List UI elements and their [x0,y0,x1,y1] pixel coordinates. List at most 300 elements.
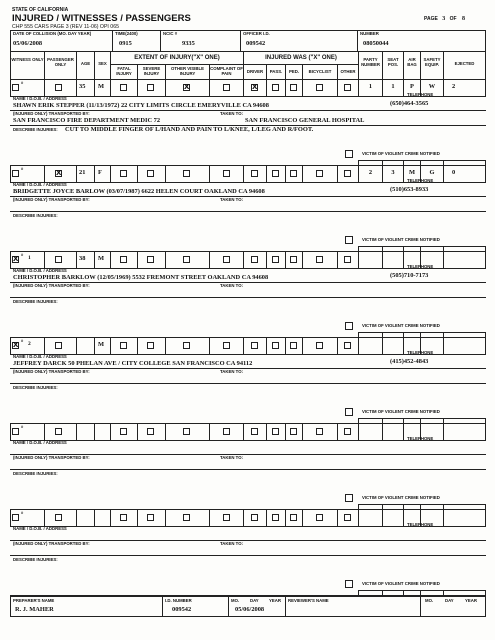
pass-checkbox[interactable] [272,256,279,263]
severe-checkbox[interactable] [147,342,154,349]
witness-checkbox[interactable]: X [13,255,19,263]
passenger-checkbox[interactable]: X [56,169,62,177]
preparer-label: PREPARER'S NAME [13,598,55,603]
victim-notified-label: VICTIM OF VIOLENT CRIME NOTIFIED [362,151,440,156]
rule-line [10,383,486,384]
telephone-label: TELEPHONE [407,436,434,441]
rule-line [358,423,359,440]
rule-line [44,165,45,182]
rule-line [94,423,95,440]
rule-line [443,509,444,526]
rule-line [10,297,486,298]
rule-line [94,165,95,182]
rule-line [285,79,286,96]
rule-line [76,251,77,268]
rule-line [266,337,267,354]
rule-line [266,79,267,96]
col-driver: DRIVER [246,69,264,74]
prep-year-label: YEAR [269,598,281,603]
rule-line [485,337,486,354]
bicyclist-checkbox[interactable] [316,170,323,177]
rule-line [10,469,486,470]
age-value: 21 [79,169,86,176]
complaint-checkbox[interactable] [223,256,230,263]
rule-line [337,251,338,268]
form-id: CHP 555 CARS PAGE 3 (REV 11-06) OPI 065 [12,24,119,30]
complaint-checkbox[interactable] [223,84,230,91]
age-value: 38 [79,255,86,262]
name-dob-address-label: NAME / D.O.B. / ADDRESS [13,354,67,359]
witness-checkbox[interactable] [12,84,19,91]
rule-line [44,251,45,268]
rule-line [76,79,77,96]
transported-by-label: (INJURED ONLY) TRANSPORTED BY: [13,541,90,546]
fatal-checkbox[interactable] [120,514,127,521]
col-other: OTHER [340,69,356,74]
rule-line [209,337,210,354]
bicyclist-checkbox[interactable] [316,342,323,349]
sex-value: M [98,341,105,348]
victim-notified-label: VICTIM OF VIOLENT CRIME NOTIFIED [362,237,440,242]
taken-to-label: TAKEN TO: [220,455,243,460]
passenger-checkbox[interactable] [55,256,62,263]
pass-checkbox[interactable] [272,342,279,349]
name-dob-address-label: NAME / D.O.B. / ADDRESS [13,182,67,187]
rule-line [266,251,267,268]
other-checkbox[interactable] [344,84,351,91]
witness-number-sign: # [21,510,24,515]
rule-line [382,423,383,440]
rule-line [485,165,486,182]
driver-checkbox[interactable] [251,514,258,521]
fatal-checkbox[interactable] [120,342,127,349]
rule-line [10,79,11,96]
rule-line [358,160,486,161]
col-severe: SEVERE INJURY [142,66,161,76]
rule-line [337,337,338,354]
taken-to-label: TAKEN TO: [220,197,243,202]
officer-id: 009542 [246,40,266,47]
name-dob-address-label: NAME / D.O.B. / ADDRESS [13,268,67,273]
rule-line [358,504,486,505]
witness-number-sign: # [21,424,24,429]
time-value: 0915 [119,40,132,47]
transported-by-label: (INJURED ONLY) TRANSPORTED BY: [13,455,90,460]
other-checkbox[interactable] [344,256,351,263]
telephone-value: (505)710-7173 [390,272,429,279]
driver-checkbox[interactable] [251,428,258,435]
rule-line [110,251,111,268]
rule-line [165,251,166,268]
page-of-label: OF [449,16,457,22]
taken-to-value: SAN FRANCISCO GENERAL HOSPITAL [245,117,365,124]
ped-checkbox[interactable] [290,428,297,435]
witness-number-sign: # [21,338,24,343]
rule-line [358,251,359,268]
name-dob-address-label: NAME / D.O.B. / ADDRESS [13,526,67,531]
rule-line [302,337,303,354]
complaint-checkbox[interactable] [223,428,230,435]
col-age: AGE [80,61,91,66]
transported-by-label: (INJURED ONLY) TRANSPORTED BY: [13,369,90,374]
name-dob-address-label: NAME / D.O.B. / ADDRESS [13,440,67,445]
complaint-checkbox[interactable] [223,170,230,177]
other-visible-checkbox[interactable] [183,170,190,177]
rule-line [403,337,404,354]
describe-injuries-label: DESCRIBE INJURIES: [13,557,58,562]
col-witness: WITNESS ONLY [11,57,44,62]
witness-checkbox[interactable] [12,170,19,177]
col-air-bag: AIR BAG [407,57,417,67]
telephone-label: TELEPHONE [407,178,434,183]
rule-line [165,423,166,440]
seat-position: 1 [391,83,395,90]
fatal-checkbox[interactable] [120,256,127,263]
bicyclist-checkbox[interactable] [316,514,323,521]
rule-line [10,423,486,424]
rule-line [358,246,486,247]
rule-line [285,251,286,268]
victim-notified-label: VICTIM OF VIOLENT CRIME NOTIFIED [362,323,440,328]
other-checkbox[interactable] [344,170,351,177]
transported-by-label: (INJURED ONLY) TRANSPORTED BY: [13,111,90,116]
id-number: 009542 [172,606,192,613]
complaint-checkbox[interactable] [223,514,230,521]
rule-line [243,509,244,526]
rule-line [137,423,138,440]
driver-checkbox[interactable] [251,256,258,263]
victim-notified-label: VICTIM OF VIOLENT CRIME NOTIFIED [362,581,440,586]
severe-checkbox[interactable] [147,170,154,177]
passenger-checkbox[interactable] [55,84,62,91]
rule-line [382,509,383,526]
rule-line [485,423,486,440]
victim-notified-label: VICTIM OF VIOLENT CRIME NOTIFIED [362,495,440,500]
rule-line [76,165,77,182]
sex-value: M [98,83,105,90]
victim-notified-checkbox[interactable] [345,494,353,502]
col-fatal: FATAL INJURY [116,66,132,76]
taken-to-label: TAKEN TO: [220,283,243,288]
rule-line [94,79,95,96]
rule-line [382,251,383,268]
witness-number-sign: # [21,252,24,257]
rule-line [358,337,359,354]
bicyclist-checkbox[interactable] [316,84,323,91]
rule-line [44,509,45,526]
other-visible-checkbox[interactable] [183,342,190,349]
rule-line [10,165,11,182]
rule-line [137,337,138,354]
rule-line [266,423,267,440]
telephone-label: TELEPHONE [407,92,434,97]
rule-line [137,509,138,526]
rule-line [76,509,77,526]
age-value: 35 [79,83,86,90]
describe-injuries-label: DESCRIBE INJURIES: [13,213,58,218]
other-checkbox[interactable] [344,342,351,349]
rule-line [358,332,486,333]
rule-line [485,79,486,96]
complaint-checkbox[interactable] [223,342,230,349]
date-of-collision: 05/06/2008 [13,40,43,47]
ped-checkbox[interactable] [290,342,297,349]
col-ped: PED. [288,69,300,74]
rule-line [403,423,404,440]
name-address-value: BRIDGETTE JOYCE BARLOW (03/07/1987) 6622 HELEN COURT OAKLAND CA 94608 [13,188,265,195]
page-label: PAGE [424,16,438,22]
witness-checkbox[interactable] [12,514,19,521]
ped-checkbox[interactable] [290,170,297,177]
rule-line [243,165,244,182]
rule-line [337,79,338,96]
rule-line [10,337,11,354]
officer-id-label: OFFICER I.D. [243,31,270,36]
reviewer-label: REVIEWER'S NAME [288,598,329,603]
col-pass: PASS. [269,69,283,74]
rule-line [302,251,303,268]
rule-line [110,509,111,526]
rule-line [76,337,77,354]
rule-line [137,79,138,96]
other-visible-checkbox[interactable] [183,256,190,263]
rule-line [382,337,383,354]
rule-line [137,165,138,182]
state-label: STATE OF CALIFORNIA [12,7,69,13]
describe-injuries-label: DESCRIBE INJURIES: [13,471,58,476]
rule-line [243,251,244,268]
rule-line [209,251,210,268]
victim-notified-checkbox[interactable] [345,580,353,588]
telephone-label: TELEPHONE [407,264,434,269]
other-visible-checkbox[interactable] [183,514,190,521]
victim-notified-checkbox[interactable] [345,408,353,416]
rule-line [94,337,95,354]
victim-notified-checkbox[interactable] [345,150,353,158]
rule-line [10,251,11,268]
rule-line [302,509,303,526]
witness-checkbox[interactable]: X [13,341,19,349]
ncic-value: 9335 [182,40,195,47]
name-dob-address-label: NAME / D.O.B. / ADDRESS [13,96,67,101]
rule-line [209,423,210,440]
name-address-value: CHRISTOPHER BARKLOW (12/05/1969) 5532 FREMONT STREET OAKLAND CA 94608 [13,274,269,281]
bicyclist-checkbox[interactable] [316,428,323,435]
witness-number-sign: # [21,80,24,85]
rule-line [285,337,286,354]
transported-by-label: (INJURED ONLY) TRANSPORTED BY: [13,283,90,288]
rule-line [358,418,486,419]
severe-checkbox[interactable] [147,428,154,435]
col-bicyclist: BICYCLIST [308,69,332,74]
rule-line [337,423,338,440]
transported-by-label: (INJURED ONLY) TRANSPORTED BY: [13,197,90,202]
rule-line [302,165,303,182]
rule-line [137,251,138,268]
sex-value: M [98,255,105,262]
rule-line [165,79,166,96]
rule-line [10,251,486,252]
review-day-label: DAY [445,598,454,603]
bicyclist-checkbox[interactable] [316,256,323,263]
name-address-value: SHAWN ERIK STEPPER (11/13/1972) 22 CITY LIMITS CIRCLE EMERYVILLE CA 94608 [13,102,269,109]
rule-line [165,337,166,354]
ped-checkbox[interactable] [290,84,297,91]
ncic-label: NCIC # [163,31,178,36]
other-visible-checkbox[interactable]: X [184,83,190,91]
rule-line [10,555,486,556]
rule-line [110,79,111,96]
ejected-value: 2 [452,83,456,90]
victim-notified-checkbox[interactable] [345,322,353,330]
victim-notified-label: VICTIM OF VIOLENT CRIME NOTIFIED [362,409,440,414]
rule-line [110,337,111,354]
air-bag: P [410,83,414,90]
page-indicator [424,16,465,22]
preparer-name: R. J. MAHER [15,606,54,613]
date-of-collision-label: DATE OF COLLISION (MO. DAY YEAR) [13,31,92,36]
rule-line [110,165,111,182]
telephone-value: (415)452-4843 [390,358,429,365]
other-visible-checkbox[interactable] [183,428,190,435]
rule-line [243,423,244,440]
col-extent-of-injury: EXTENT OF INJURY("X" ONE) [134,55,220,61]
rule-line [302,79,303,96]
rule-line [10,165,486,166]
col-party-number: PARTY NUMBER [361,57,380,67]
rule-line [337,165,338,182]
pass-checkbox[interactable] [272,84,279,91]
taken-to-label: TAKEN TO: [220,111,243,116]
rule-line [44,337,45,354]
rule-line [10,509,486,510]
describe-injuries-label: DESCRIBE INJURIES: [13,127,58,132]
rule-line [443,165,444,182]
passenger-checkbox[interactable] [55,428,62,435]
col-passenger: PASSENGER ONLY [47,57,74,67]
fatal-checkbox[interactable] [120,170,127,177]
rule-line [443,251,444,268]
party-number: 1 [368,83,373,90]
rule-line [10,211,486,212]
passenger-checkbox[interactable] [55,514,62,521]
rule-line [403,251,404,268]
pass-checkbox[interactable] [272,170,279,177]
driver-checkbox[interactable] [251,170,258,177]
pass-checkbox[interactable] [272,514,279,521]
form-title: INJURED / WITNESSES / PASSENGERS [12,13,191,24]
safety-equip: G [429,169,435,176]
fatal-checkbox[interactable] [120,84,127,91]
rule-line [243,79,244,96]
rule-line [94,251,95,268]
telephone-label: TELEPHONE [407,350,434,355]
rule-line [10,509,11,526]
ejected-value: 0 [452,169,456,176]
seat-position: 3 [391,169,395,176]
describe-injuries-value: CUT TO MIDDLE FINGER OF L/HAND AND PAIN TO L/KNEE, L/LEG AND R/FOOT. [65,126,314,133]
telephone-value: (650)464-3565 [390,100,429,107]
rule-line [110,423,111,440]
fatal-checkbox[interactable] [120,428,127,435]
report-number-label: NUMBER [360,31,379,36]
review-year-label: YEAR [465,598,477,603]
driver-checkbox[interactable]: X [252,83,258,91]
rule-line [44,423,45,440]
party-number: 2 [368,169,373,176]
witness-number-sign: # [21,166,24,171]
rule-line [485,509,486,526]
severe-checkbox[interactable] [147,84,154,91]
ped-checkbox[interactable] [290,514,297,521]
ped-checkbox[interactable] [290,256,297,263]
rule-line [285,509,286,526]
rule-line [209,165,210,182]
rule-line [403,509,404,526]
severe-checkbox[interactable] [147,514,154,521]
witness-checkbox[interactable] [12,428,19,435]
page-number: 3 [442,16,446,22]
rule-line [337,509,338,526]
rule-line [443,337,444,354]
col-complaint: COMPLAINT OF PAIN [210,66,243,76]
col-sex: SEX [98,61,107,66]
col-other-visible: OTHER VISIBLE INJURY [171,66,204,76]
rule-line [266,165,267,182]
severe-checkbox[interactable] [147,256,154,263]
prepared-date: 05/06/2008 [235,606,265,613]
rule-line [443,423,444,440]
telephone-label: TELEPHONE [407,522,434,527]
time-label: TIME(2400) [115,31,138,36]
rule-line [76,423,77,440]
passenger-checkbox[interactable] [55,342,62,349]
driver-checkbox[interactable] [251,342,258,349]
rule-line [302,423,303,440]
page-total: 8 [461,16,465,22]
rule-line [209,79,210,96]
transported-by-value: SAN FRANCISCO FIRE DEPARTMENT MEDIC 72 [13,117,161,124]
describe-injuries-label: DESCRIBE INJURIES: [13,299,58,304]
pass-checkbox[interactable] [272,428,279,435]
prep-day-label: DAY [250,598,259,603]
rule-line [165,509,166,526]
id-number-label: I.D. NUMBER [165,598,192,603]
safety-equip: W [428,83,436,90]
other-checkbox[interactable] [344,514,351,521]
rule-line [243,337,244,354]
rule-line [285,423,286,440]
taken-to-label: TAKEN TO: [220,541,243,546]
report-number: 08050044 [363,40,389,47]
review-mo-label: MO. [425,598,434,603]
name-address-value: JEFFREY DARCK 50 PHELAN AVE / CITY COLLEGE SAN FRANCISCO CA 94112 [13,360,253,367]
rule-line [44,79,45,96]
other-checkbox[interactable] [344,428,351,435]
rule-line [285,165,286,182]
col-seat-pos: SEAT POS. [387,57,399,67]
rule-line [266,509,267,526]
telephone-value: (510)653-8933 [390,186,429,193]
rule-line [358,509,359,526]
col-safety-equip: SAFETY EQUIP. [423,57,441,67]
describe-injuries-label: DESCRIBE INJURIES: [13,385,58,390]
prep-mo-label: MO. [231,598,240,603]
rule-line [94,509,95,526]
rule-line [209,509,210,526]
rule-line [358,590,486,591]
victim-notified-checkbox[interactable] [345,236,353,244]
